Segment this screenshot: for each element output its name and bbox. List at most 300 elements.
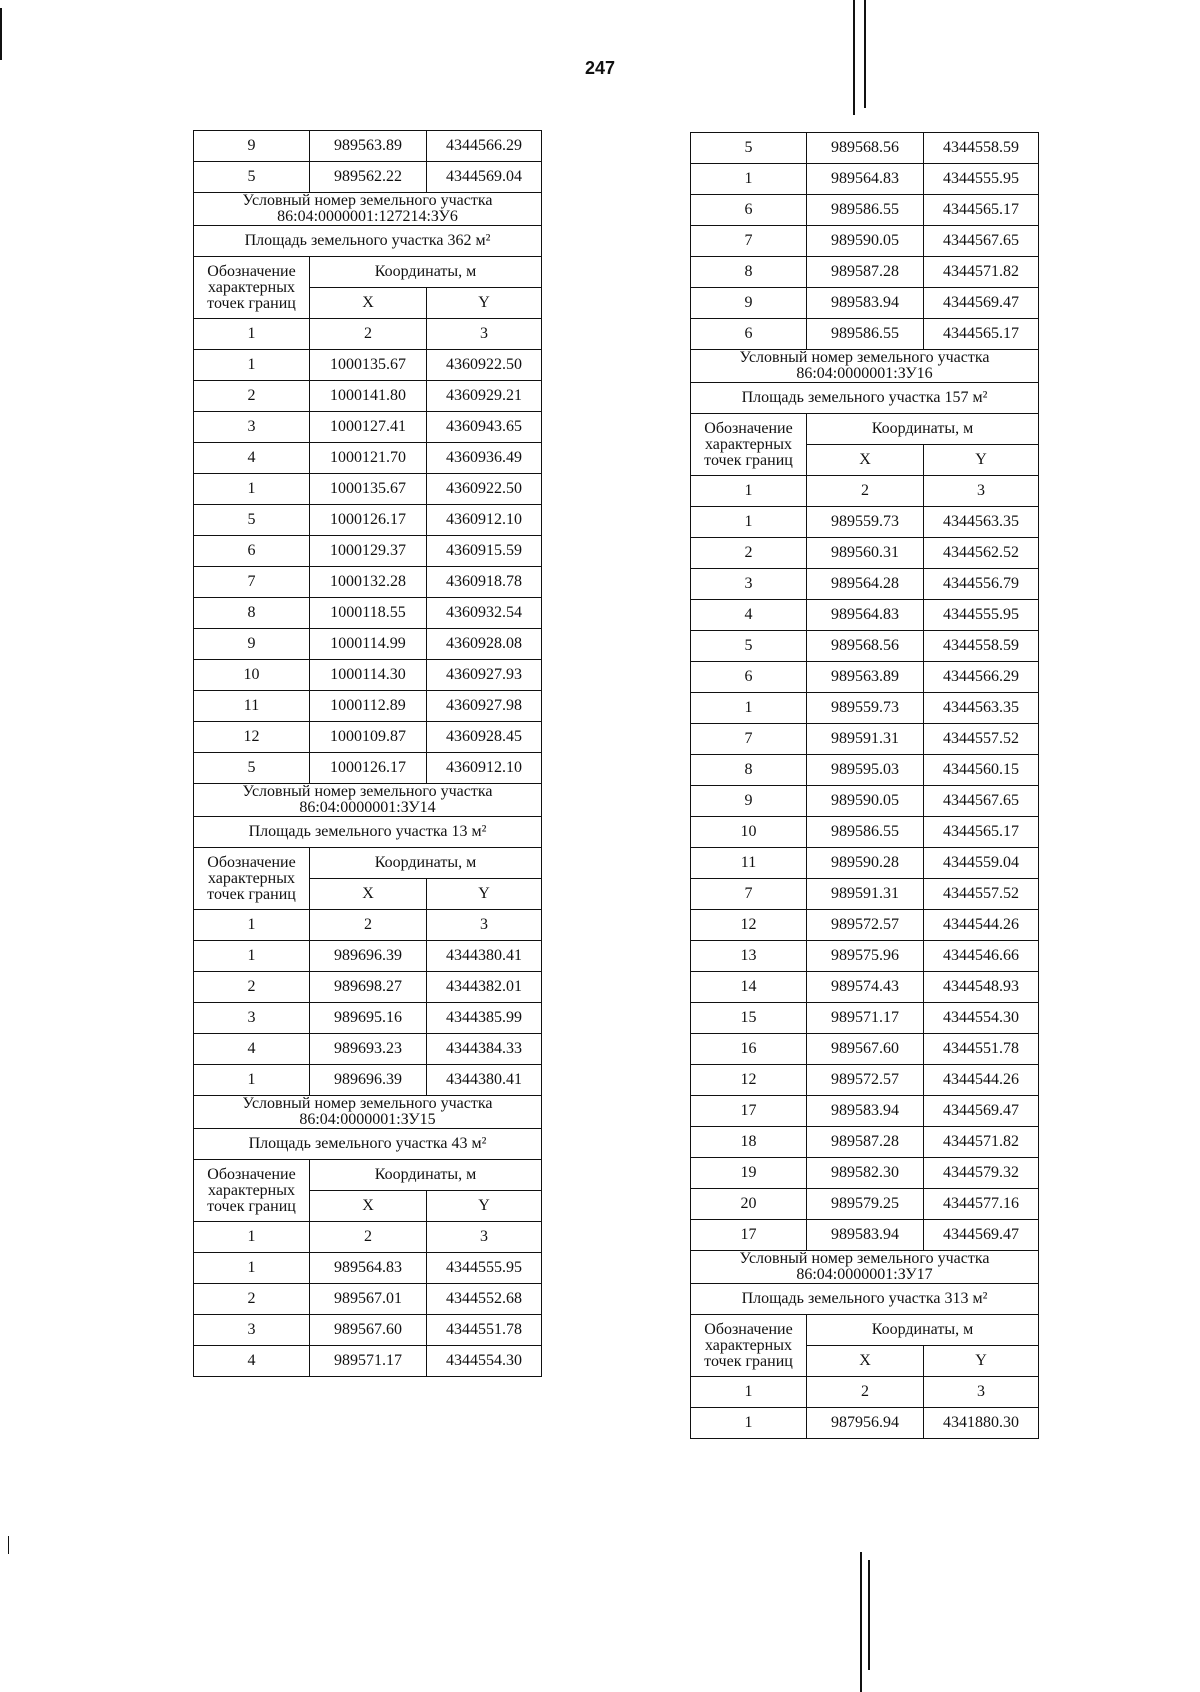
x-coordinate: 1000126.17 xyxy=(310,505,427,536)
point-number: 5 xyxy=(194,753,310,784)
y-coordinate: 4344567.65 xyxy=(924,226,1039,257)
y-coordinate: 4341880.30 xyxy=(924,1408,1039,1439)
y-coordinate: 4360929.21 xyxy=(427,381,542,412)
point-number: 7 xyxy=(691,226,807,257)
table-row xyxy=(691,1003,1039,1034)
header-row xyxy=(194,257,542,288)
y-coordinate: 4360918.78 xyxy=(427,567,542,598)
point-number: 7 xyxy=(691,879,807,910)
plot-area-row xyxy=(194,226,542,257)
table-row xyxy=(691,1065,1039,1096)
table-row xyxy=(194,474,542,505)
y-coordinate: 4344556.79 xyxy=(924,569,1039,600)
left-coordinate-column xyxy=(193,131,541,1377)
coordinates-header: Координаты, м xyxy=(310,1160,542,1191)
table-row xyxy=(691,910,1039,941)
column-number: 2 xyxy=(310,1222,427,1253)
y-coordinate: 4344558.59 xyxy=(924,631,1039,662)
point-number: 16 xyxy=(691,1034,807,1065)
y-coordinate: 4344569.47 xyxy=(924,1220,1039,1251)
point-number: 9 xyxy=(691,288,807,319)
y-coordinate: 4344569.47 xyxy=(924,1096,1039,1127)
designation-header: Обозначение характерных точек границ xyxy=(691,414,807,476)
point-number: 1 xyxy=(194,474,310,505)
point-number: 4 xyxy=(194,1346,310,1377)
scan-edge-top-right-b xyxy=(864,0,866,108)
table-row xyxy=(194,1065,542,1096)
table-row xyxy=(691,724,1039,755)
x-axis-header: X xyxy=(310,288,427,319)
x-coordinate: 989590.05 xyxy=(807,226,924,257)
y-coordinate: 4344384.33 xyxy=(427,1034,542,1065)
table-row xyxy=(194,972,542,1003)
point-number: 4 xyxy=(691,600,807,631)
point-number: 20 xyxy=(691,1189,807,1220)
y-coordinate: 4360936.49 xyxy=(427,443,542,474)
table-row xyxy=(194,131,542,162)
y-coordinate: 4344555.95 xyxy=(427,1253,542,1284)
column-number: 3 xyxy=(924,476,1039,507)
point-number: 3 xyxy=(194,412,310,443)
y-coordinate: 4344554.30 xyxy=(427,1346,542,1377)
x-coordinate: 1000118.55 xyxy=(310,598,427,629)
x-coordinate: 1000135.67 xyxy=(310,350,427,381)
x-coordinate: 989571.17 xyxy=(807,1003,924,1034)
column-number: 2 xyxy=(807,476,924,507)
y-coordinate: 4344554.30 xyxy=(924,1003,1039,1034)
designation-header: Обозначение характерных точек границ xyxy=(194,848,310,910)
scan-edge-top-right-a xyxy=(853,0,855,115)
x-coordinate: 989567.60 xyxy=(310,1315,427,1346)
header-row xyxy=(194,848,542,879)
y-coordinate: 4344552.68 xyxy=(427,1284,542,1315)
y-coordinate: 4360922.50 xyxy=(427,474,542,505)
point-number: 18 xyxy=(691,1127,807,1158)
column-number: 1 xyxy=(194,1222,310,1253)
header-row xyxy=(194,1160,542,1191)
table-row xyxy=(691,662,1039,693)
x-coordinate: 989564.83 xyxy=(310,1253,427,1284)
point-number: 1 xyxy=(691,1408,807,1439)
x-coordinate: 1000114.30 xyxy=(310,660,427,691)
x-coordinate: 989572.57 xyxy=(807,910,924,941)
table-row xyxy=(691,288,1039,319)
plot-title: Условный номер земельного участка 86:04:0000001:ЗУ15 xyxy=(194,1096,542,1129)
point-number: 11 xyxy=(691,848,807,879)
coordinates-header: Координаты, м xyxy=(807,1315,1039,1346)
coordinate-table-continuation xyxy=(193,130,542,193)
y-coordinate: 4344380.41 xyxy=(427,1065,542,1096)
x-coordinate: 1000114.99 xyxy=(310,629,427,660)
table-row xyxy=(194,536,542,567)
x-coordinate: 987956.94 xyxy=(807,1408,924,1439)
x-coordinate: 989583.94 xyxy=(807,1220,924,1251)
plot-coordinate-table xyxy=(193,783,542,1096)
x-coordinate: 989586.55 xyxy=(807,195,924,226)
point-number: 5 xyxy=(691,133,807,164)
table-row xyxy=(194,753,542,784)
point-number: 10 xyxy=(194,660,310,691)
x-coordinate: 989563.89 xyxy=(310,131,427,162)
x-coordinate: 1000141.80 xyxy=(310,381,427,412)
y-coordinate: 4344566.29 xyxy=(924,662,1039,693)
point-number: 6 xyxy=(691,195,807,226)
table-row xyxy=(691,631,1039,662)
x-coordinate: 989696.39 xyxy=(310,1065,427,1096)
x-coordinate: 989586.55 xyxy=(807,817,924,848)
y-coordinate: 4344577.16 xyxy=(924,1189,1039,1220)
header-row xyxy=(691,414,1039,445)
y-coordinate: 4344380.41 xyxy=(427,941,542,972)
plot-area: Площадь земельного участка 13 м² xyxy=(194,817,542,848)
column-number: 3 xyxy=(924,1377,1039,1408)
table-row xyxy=(691,1127,1039,1158)
table-row xyxy=(691,1096,1039,1127)
y-coordinate: 4360927.98 xyxy=(427,691,542,722)
x-coordinate: 989564.28 xyxy=(807,569,924,600)
table-row xyxy=(194,629,542,660)
x-coordinate: 989693.23 xyxy=(310,1034,427,1065)
y-coordinate: 4344555.95 xyxy=(924,164,1039,195)
y-coordinate: 4344571.82 xyxy=(924,257,1039,288)
plot-title-row xyxy=(691,1251,1039,1284)
column-number-row xyxy=(194,319,542,350)
x-coordinate: 989563.89 xyxy=(807,662,924,693)
y-coordinate: 4360927.93 xyxy=(427,660,542,691)
scan-edge-left xyxy=(0,8,2,60)
y-coordinate: 4344382.01 xyxy=(427,972,542,1003)
point-number: 8 xyxy=(194,598,310,629)
y-coordinate: 4344562.52 xyxy=(924,538,1039,569)
point-number: 9 xyxy=(691,786,807,817)
y-coordinate: 4344551.78 xyxy=(924,1034,1039,1065)
table-row xyxy=(691,755,1039,786)
table-row xyxy=(194,567,542,598)
y-coordinate: 4344559.04 xyxy=(924,848,1039,879)
coordinate-table-continuation xyxy=(690,132,1039,350)
point-number: 4 xyxy=(194,1034,310,1065)
x-coordinate: 989587.28 xyxy=(807,1127,924,1158)
plot-title: Условный номер земельного участка 86:04:0000001:ЗУ16 xyxy=(691,350,1039,383)
y-coordinate: 4344548.93 xyxy=(924,972,1039,1003)
y-axis-header: Y xyxy=(427,879,542,910)
plot-area: Площадь земельного участка 157 м² xyxy=(691,383,1039,414)
table-row xyxy=(691,848,1039,879)
table-row xyxy=(194,381,542,412)
y-axis-header: Y xyxy=(924,1346,1039,1377)
plot-area: Площадь земельного участка 362 м² xyxy=(194,226,542,257)
point-number: 2 xyxy=(691,538,807,569)
point-number: 12 xyxy=(691,1065,807,1096)
right-coordinate-column xyxy=(690,133,1038,1439)
plot-title-row xyxy=(194,1096,542,1129)
point-number: 2 xyxy=(194,1284,310,1315)
point-number: 1 xyxy=(194,1065,310,1096)
table-row xyxy=(194,412,542,443)
x-coordinate: 989564.83 xyxy=(807,164,924,195)
x-coordinate: 989567.01 xyxy=(310,1284,427,1315)
table-row xyxy=(691,1189,1039,1220)
x-coordinate: 989571.17 xyxy=(310,1346,427,1377)
table-row xyxy=(691,257,1039,288)
x-coordinate: 989562.22 xyxy=(310,162,427,193)
table-row xyxy=(691,693,1039,724)
y-coordinate: 4344551.78 xyxy=(427,1315,542,1346)
column-number: 3 xyxy=(427,910,542,941)
y-coordinate: 4360932.54 xyxy=(427,598,542,629)
table-row xyxy=(691,319,1039,350)
point-number: 13 xyxy=(691,941,807,972)
plot-title: Условный номер земельного участка 86:04:0000001:ЗУ14 xyxy=(194,784,542,817)
y-coordinate: 4360928.08 xyxy=(427,629,542,660)
table-row xyxy=(194,691,542,722)
point-number: 9 xyxy=(194,131,310,162)
x-coordinate: 989574.43 xyxy=(807,972,924,1003)
table-row xyxy=(194,722,542,753)
y-coordinate: 4360915.59 xyxy=(427,536,542,567)
point-number: 3 xyxy=(691,569,807,600)
table-row xyxy=(194,1284,542,1315)
x-coordinate: 989587.28 xyxy=(807,257,924,288)
table-row xyxy=(194,505,542,536)
x-coordinate: 989579.25 xyxy=(807,1189,924,1220)
point-number: 8 xyxy=(691,755,807,786)
x-coordinate: 989698.27 xyxy=(310,972,427,1003)
column-number: 3 xyxy=(427,1222,542,1253)
plot-title-row xyxy=(691,350,1039,383)
x-coordinate: 989590.05 xyxy=(807,786,924,817)
plot-coordinate-table xyxy=(690,349,1039,1251)
plot-area-row xyxy=(194,1129,542,1160)
table-row xyxy=(691,600,1039,631)
table-row xyxy=(194,1253,542,1284)
plot-coordinate-table xyxy=(690,1250,1039,1439)
point-number: 19 xyxy=(691,1158,807,1189)
table-row xyxy=(194,1346,542,1377)
point-number: 2 xyxy=(194,972,310,1003)
x-coordinate: 989582.30 xyxy=(807,1158,924,1189)
x-coordinate: 989696.39 xyxy=(310,941,427,972)
table-row xyxy=(194,443,542,474)
y-coordinate: 4344571.82 xyxy=(924,1127,1039,1158)
scan-edge-left-lower xyxy=(8,1536,9,1554)
table-row xyxy=(691,972,1039,1003)
x-coordinate: 989595.03 xyxy=(807,755,924,786)
coordinates-header: Координаты, м xyxy=(310,257,542,288)
page-number: 247 xyxy=(584,58,616,78)
point-number: 15 xyxy=(691,1003,807,1034)
table-row xyxy=(194,1315,542,1346)
point-number: 12 xyxy=(691,910,807,941)
point-number: 9 xyxy=(194,629,310,660)
point-number: 1 xyxy=(691,164,807,195)
point-number: 8 xyxy=(691,257,807,288)
table-row xyxy=(194,1034,542,1065)
point-number: 3 xyxy=(194,1315,310,1346)
x-coordinate: 1000132.28 xyxy=(310,567,427,598)
point-number: 6 xyxy=(194,536,310,567)
table-row xyxy=(691,879,1039,910)
column-number: 1 xyxy=(691,476,807,507)
point-number: 5 xyxy=(194,505,310,536)
y-coordinate: 4344558.59 xyxy=(924,133,1039,164)
designation-header: Обозначение характерных точек границ xyxy=(691,1315,807,1377)
point-number: 1 xyxy=(691,693,807,724)
x-coordinate: 989575.96 xyxy=(807,941,924,972)
x-coordinate: 989564.83 xyxy=(807,600,924,631)
point-number: 12 xyxy=(194,722,310,753)
column-number: 3 xyxy=(427,319,542,350)
table-row xyxy=(691,786,1039,817)
x-coordinate: 989583.94 xyxy=(807,288,924,319)
y-coordinate: 4344569.04 xyxy=(427,162,542,193)
table-row xyxy=(194,660,542,691)
plot-coordinate-table xyxy=(193,192,542,784)
x-coordinate: 1000126.17 xyxy=(310,753,427,784)
y-coordinate: 4344566.29 xyxy=(427,131,542,162)
y-coordinate: 4360912.10 xyxy=(427,753,542,784)
column-number: 2 xyxy=(807,1377,924,1408)
x-axis-header: X xyxy=(807,445,924,476)
point-number: 17 xyxy=(691,1220,807,1251)
y-coordinate: 4344563.35 xyxy=(924,693,1039,724)
x-coordinate: 989560.31 xyxy=(807,538,924,569)
y-coordinate: 4344546.66 xyxy=(924,941,1039,972)
plot-area: Площадь земельного участка 313 м² xyxy=(691,1284,1039,1315)
column-number: 2 xyxy=(310,910,427,941)
table-row xyxy=(691,1158,1039,1189)
column-number-row xyxy=(194,1222,542,1253)
point-number: 7 xyxy=(691,724,807,755)
table-row xyxy=(194,350,542,381)
table-row xyxy=(691,1220,1039,1251)
y-coordinate: 4360943.65 xyxy=(427,412,542,443)
point-number: 11 xyxy=(194,691,310,722)
column-number-row xyxy=(691,1377,1039,1408)
table-row xyxy=(691,1034,1039,1065)
y-coordinate: 4344555.95 xyxy=(924,600,1039,631)
x-coordinate: 989695.16 xyxy=(310,1003,427,1034)
x-coordinate: 989572.57 xyxy=(807,1065,924,1096)
x-axis-header: X xyxy=(310,879,427,910)
table-row xyxy=(691,538,1039,569)
x-coordinate: 1000121.70 xyxy=(310,443,427,474)
y-coordinate: 4344385.99 xyxy=(427,1003,542,1034)
x-coordinate: 1000127.41 xyxy=(310,412,427,443)
y-coordinate: 4344579.32 xyxy=(924,1158,1039,1189)
plot-area-row xyxy=(194,817,542,848)
x-axis-header: X xyxy=(807,1346,924,1377)
point-number: 14 xyxy=(691,972,807,1003)
point-number: 5 xyxy=(691,631,807,662)
table-row xyxy=(691,941,1039,972)
plot-coordinate-table xyxy=(193,1095,542,1377)
point-number: 6 xyxy=(691,319,807,350)
y-coordinate: 4344565.17 xyxy=(924,817,1039,848)
y-coordinate: 4344544.26 xyxy=(924,1065,1039,1096)
column-number: 1 xyxy=(194,319,310,350)
y-axis-header: Y xyxy=(427,1191,542,1222)
table-row xyxy=(194,941,542,972)
plot-area-row xyxy=(691,1284,1039,1315)
point-number: 6 xyxy=(691,662,807,693)
x-coordinate: 1000109.87 xyxy=(310,722,427,753)
scan-edge-bottom-right-a xyxy=(860,1552,862,1692)
y-axis-header: Y xyxy=(924,445,1039,476)
table-row xyxy=(691,226,1039,257)
x-coordinate: 989559.73 xyxy=(807,507,924,538)
column-number-row xyxy=(194,910,542,941)
y-coordinate: 4344567.65 xyxy=(924,786,1039,817)
table-row xyxy=(194,162,542,193)
header-row xyxy=(691,1315,1039,1346)
column-number: 2 xyxy=(310,319,427,350)
x-coordinate: 1000129.37 xyxy=(310,536,427,567)
x-coordinate: 989559.73 xyxy=(807,693,924,724)
y-coordinate: 4360928.45 xyxy=(427,722,542,753)
scan-edge-bottom-right-b xyxy=(868,1560,870,1670)
y-coordinate: 4344557.52 xyxy=(924,724,1039,755)
coordinates-header: Координаты, м xyxy=(310,848,542,879)
table-row xyxy=(194,598,542,629)
y-coordinate: 4360912.10 xyxy=(427,505,542,536)
y-coordinate: 4344560.15 xyxy=(924,755,1039,786)
table-row xyxy=(691,164,1039,195)
table-row xyxy=(691,569,1039,600)
coordinates-header: Координаты, м xyxy=(807,414,1039,445)
designation-header: Обозначение характерных точек границ xyxy=(194,257,310,319)
table-row xyxy=(691,1408,1039,1439)
x-coordinate: 989583.94 xyxy=(807,1096,924,1127)
x-coordinate: 989567.60 xyxy=(807,1034,924,1065)
y-coordinate: 4344565.17 xyxy=(924,195,1039,226)
x-coordinate: 989586.55 xyxy=(807,319,924,350)
point-number: 1 xyxy=(194,941,310,972)
x-axis-header: X xyxy=(310,1191,427,1222)
table-row xyxy=(194,1003,542,1034)
y-coordinate: 4344563.35 xyxy=(924,507,1039,538)
x-coordinate: 989568.56 xyxy=(807,133,924,164)
table-row xyxy=(691,133,1039,164)
point-number: 7 xyxy=(194,567,310,598)
y-coordinate: 4360922.50 xyxy=(427,350,542,381)
plot-area: Площадь земельного участка 43 м² xyxy=(194,1129,542,1160)
point-number: 10 xyxy=(691,817,807,848)
y-coordinate: 4344569.47 xyxy=(924,288,1039,319)
plot-title: Условный номер земельного участка 86:04:0000001:ЗУ17 xyxy=(691,1251,1039,1284)
x-coordinate: 989590.28 xyxy=(807,848,924,879)
table-row xyxy=(691,507,1039,538)
y-coordinate: 4344544.26 xyxy=(924,910,1039,941)
point-number: 17 xyxy=(691,1096,807,1127)
column-number: 1 xyxy=(194,910,310,941)
x-coordinate: 989591.31 xyxy=(807,724,924,755)
column-number: 1 xyxy=(691,1377,807,1408)
plot-title-row xyxy=(194,784,542,817)
column-number-row xyxy=(691,476,1039,507)
point-number: 2 xyxy=(194,381,310,412)
point-number: 1 xyxy=(194,1253,310,1284)
point-number: 4 xyxy=(194,443,310,474)
point-number: 1 xyxy=(691,507,807,538)
y-coordinate: 4344557.52 xyxy=(924,879,1039,910)
point-number: 3 xyxy=(194,1003,310,1034)
designation-header: Обозначение характерных точек границ xyxy=(194,1160,310,1222)
x-coordinate: 989591.31 xyxy=(807,879,924,910)
plot-area-row xyxy=(691,383,1039,414)
plot-title: Условный номер земельного участка 86:04:0000001:127214:ЗУ6 xyxy=(194,193,542,226)
plot-title-row xyxy=(194,193,542,226)
